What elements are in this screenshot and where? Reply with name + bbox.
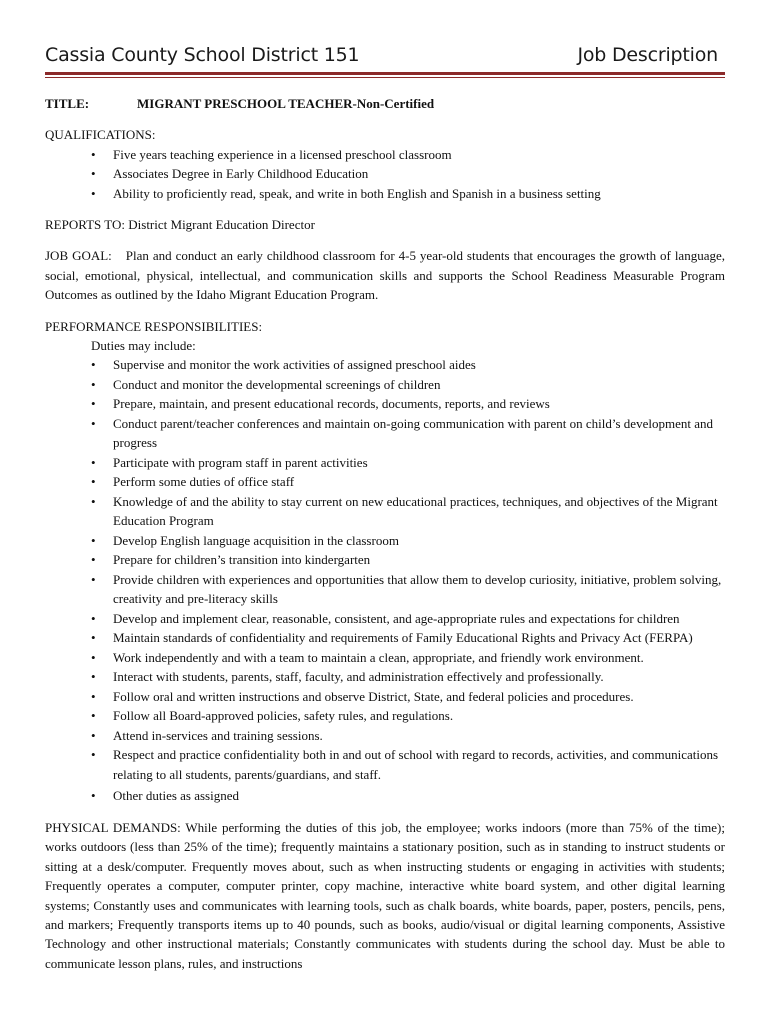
header-rule-thin — [45, 77, 725, 78]
list-item: • Conduct parent/teacher conferences and maintain on-going communication with parent on child’s development and progress — [91, 414, 725, 453]
list-item: • Prepare, maintain, and present educational records, documents, reports, and reviews — [91, 394, 725, 414]
title-label: TITLE: — [45, 96, 90, 111]
list-item: • Follow all Board-approved policies, safety rules, and regulations. — [91, 706, 725, 726]
list-item: • Follow oral and written instructions and observe District, State, and federal policies and procedures. — [91, 687, 725, 707]
district-name: Cassia County School District 151 — [45, 44, 360, 66]
list-item: • Participate with program staff in parent activities — [91, 453, 725, 473]
list-item: • Conduct and monitor the developmental screenings of children — [91, 375, 725, 395]
title-row — [45, 94, 725, 113]
reports-to: REPORTS TO: District Migrant Education Director — [45, 217, 315, 233]
list-item: • Interact with students, parents, staff, faculty, and administration effectively and professionally. — [91, 667, 725, 687]
job-goal-section — [45, 246, 725, 304]
list-item: • Perform some duties of office staff — [91, 472, 725, 492]
qualifications-list — [45, 145, 725, 203]
list-item: • Work independently and with a team to maintain a clean, appropriate, and friendly work environment. — [91, 648, 725, 668]
list-item: • Knowledge of and the ability to stay current on new educational practices, techniques, and objectives of the Migrant Education Program — [91, 492, 725, 531]
list-item: • Five years teaching experience in a licensed preschool classroom — [91, 145, 725, 164]
list-item: • Supervise and monitor the work activities of assigned preschool aides — [91, 355, 725, 375]
job-goal-text: Plan and conduct an early childhood classroom for 4-5 year-old students that encourages the growth of language, social, emotional, physical, intellectual, and communication skills and supports the School Readiness Measurable Program Outcomes as outlined by the Idaho Migrant Education Program. — [45, 248, 725, 303]
list-item: • Attend in-services and training sessions. — [91, 726, 725, 746]
list-item: • Prepare for children’s transition into kindergarten — [91, 550, 725, 570]
list-item: • Provide children with experiences and opportunities that allow them to develop curiosity, initiative, problem solving, creativity and pre-literacy skills — [91, 570, 725, 609]
document-type: Job Description — [577, 44, 718, 66]
header-rule-thick — [45, 72, 725, 75]
performance-section — [45, 317, 725, 806]
list-item: • Develop and implement clear, reasonable, consistent, and age-appropriate rules and expectations for children — [91, 609, 725, 629]
duties-intro: Duties may include: — [91, 338, 196, 354]
page-header — [45, 44, 718, 66]
list-item: • Respect and practice confidentiality both in and out of school with regard to records, activities, and communications relating to all students, parents/guardians, and staff. — [91, 745, 725, 786]
document-body — [45, 94, 725, 973]
job-goal-label: JOB GOAL: — [45, 248, 112, 264]
list-item: • Associates Degree in Early Childhood Education — [91, 164, 725, 183]
physical-demands: PHYSICAL DEMANDS: While performing the duties of this job, the employee; works indoors (more than 75% of the time); works outdoors (less than 25% of the time); frequently maintains a stationary position, such as in standing to instruct students or sitting at a desk/computer. Frequently moves about, such as when instructing students or engaging in activities with students; Frequently operates a computer, computer printer, copy machine, interactive white board system, and other digital learning systems; Constantly uses and communicates with learning tools, such as chalk boards, white boards, paper, posters, pencils, pens, and markers; Frequently transports items up to 40 pounds, such as books, audio/visual or digital learning components, Assistive Technology and other instructional materials; Constantly communicates with students during the school day. Must be able to communicate lesson plans, rules, and instructions — [45, 819, 725, 971]
list-item: • Maintain standards of confidentiality and requirements of Family Educational Rights and Privacy Act (FERPA) — [91, 628, 725, 648]
list-item: • Ability to proficiently read, speak, and write in both English and Spanish in a business setting — [91, 184, 725, 203]
job-title: MIGRANT PRESCHOOL TEACHER-Non-Certified — [137, 96, 435, 111]
list-item: • Develop English language acquisition in the classroom — [91, 531, 725, 551]
qualifications-section — [45, 125, 725, 203]
list-item: • Other duties as assigned — [91, 786, 725, 806]
performance-heading: PERFORMANCE RESPONSIBILITIES: — [45, 318, 263, 334]
qualifications-heading: QUALIFICATIONS: — [45, 127, 156, 143]
responsibilities-list — [45, 355, 725, 806]
